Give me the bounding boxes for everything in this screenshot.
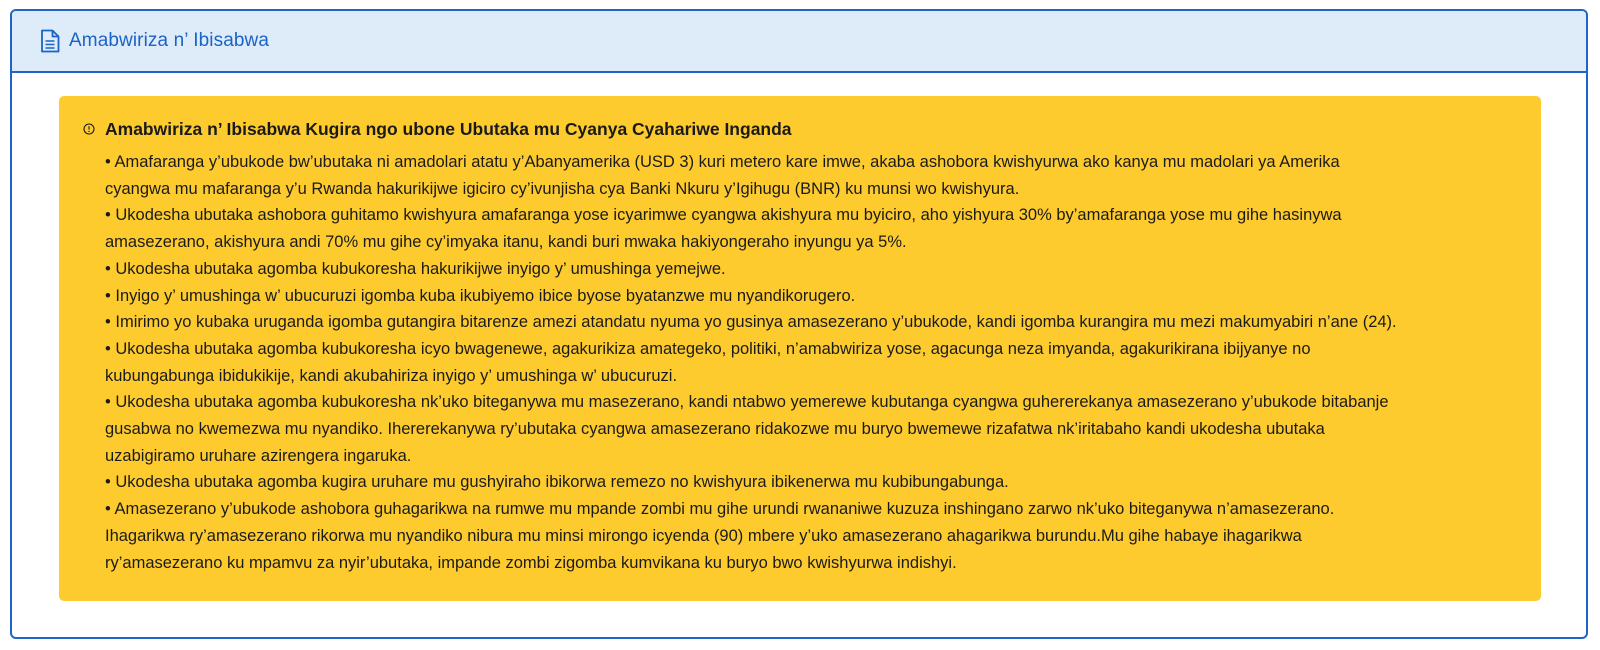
notice-heading	[83, 116, 1521, 142]
list-item: • Imirimo yo kubaka uruganda igomba gutangira bitarenze amezi atandatu nyuma yo gusinya amasezerano y’ubukode, kandi igomba kurangira mu mezi makumyabiri n’ane (24).	[105, 313, 1397, 332]
panel-title: Amabwiriza n’ Ibisabwa	[69, 30, 270, 51]
list-item: • Inyigo y’ umushinga w’ ubucuruzi igomba kuba ikubiyemo ibice byose byatanzwe mu nyandikorugero.	[105, 286, 856, 305]
document-icon	[40, 29, 60, 53]
list-item: • Amafaranga y’ubukode bw’ubutaka ni amadolari atatu y’Abanyamerika (USD 3) kuri metero kare imwe, akaba ashobora kwishyurwa ako kanya mu madolari ya Amerika cyangwa mu mafaranga y’u Rwanda hakurikijwe igiciro cy’ivunjisha cya Banki Nkuru y’Igihugu (BNR) ku munsi wo kwishyura.	[105, 153, 1340, 198]
list-item: • Ukodesha ubutaka agomba kubukoresha icyo bwagenewe, agakurikiza amategeko, politiki, n’amabwiriza yose, agacunga neza imyanda, agakurikirana ibijyanye no kubungabunga ibidukikije, kandi akubahiriza inyigo y’ umushinga w’ ubucuruzi.	[105, 339, 1311, 385]
panel-header	[12, 11, 1586, 73]
list-item: • Ukodesha ubutaka agomba kubukoresha nk’uko biteganywa mu masezerano, kandi ntabwo yemerewe kubutanga cyangwa guhererekanya amasezerano y’ubukode bitabanje gusabwa no kwemezwa mu nyandiko. Ihererekanywa ry’ubutaka cyangwa amasezerano ridakozwe mu buryo bwemewe rizafatwa nk’iritabaho kandi ukodesha ubutaka uzabigiramo uruhare azirengera ingaruka.	[105, 393, 1389, 465]
list-item: • Ukodesha ubutaka agomba kubukoresha hakurikijwe inyigo y’ umushinga yemejwe.	[105, 259, 726, 278]
list-item: • Amasezerano y’ubukode ashobora guhagarikwa na rumwe mu mpande zombi mu gihe urundi rwananiwe kuzuza inshingano zarwo nk’uko biteganywa n’amasezerano. Ihagarikwa ry’amasezerano rikorwa mu nyandiko nibura mu minsi mirongo icyenda (90) mbere y’uko amasezerano ahagarikwa burundu.Mu gihe habaye ihagarikwa ry’amasezerano ku mpamvu za nyir’ubutaka, impande zombi zigomba kumvikana ku buryo bwo kwishyurwa indishyi.	[105, 500, 1335, 572]
terms-panel	[10, 9, 1588, 639]
notice-title: Amabwiriza n’ Ibisabwa Kugira ngo ubone Ubutaka mu Cyanya Cyahariwe Inganda	[105, 118, 792, 139]
list-item: • Ukodesha ubutaka ashobora guhitamo kwishyura amafaranga yose icyarimwe cyangwa akishyura mu byiciro, aho yishyura 30% by’amafaranga yose mu gihe hasinywa amasezerano, akishyura andi 70% mu gihe cy’imyaka itanu, kandi buri mwaka hakiyongeraho inyungu ya 5%.	[105, 206, 1342, 252]
rules-list	[105, 149, 1521, 576]
list-item: • Ukodesha ubutaka agomba kugira uruhare mu gushyiraho ibikorwa remezo no kwishyura ibikenerwa mu kubibungabunga.	[105, 473, 1009, 492]
info-circle-icon	[83, 122, 97, 136]
terms-notice	[59, 96, 1541, 601]
